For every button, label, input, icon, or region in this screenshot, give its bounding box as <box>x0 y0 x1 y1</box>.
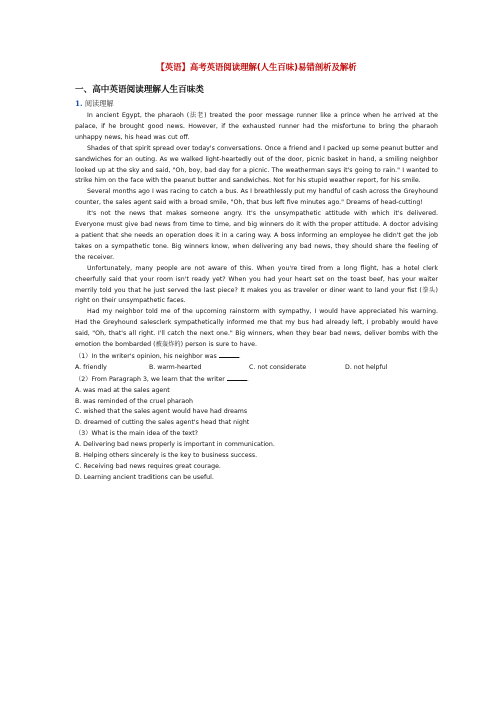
option-a: A. friendly <box>75 363 107 371</box>
option-a: A. was mad at the sales agent <box>75 386 170 394</box>
item-label: 阅读理解 <box>84 99 114 108</box>
item-heading <box>75 99 438 109</box>
answer-blank <box>227 374 247 381</box>
option-c: C. not considerate <box>249 363 307 371</box>
question-2 <box>75 374 438 386</box>
passage-paragraph: Several months ago I was racing to catch a bus. As I breathlessly put my handful of cash across the Greyhound counter, the sales agent said with a broad smile, "Oh, that bus left five minutes ago." Dreams of head-cutting! <box>75 188 438 207</box>
question-1-options <box>75 363 438 374</box>
section-heading: 一、高中英语阅读理解人生百味类 <box>75 85 204 95</box>
question-3: （3）What is the main idea of the text? <box>75 430 198 438</box>
option-a: A. Delivering bad news properly is important in communication. <box>75 441 275 449</box>
document-title: 【英语】高考英语阅读理解(人生百味)易错剖析及解析 <box>156 62 357 72</box>
option-b: B. warm-hearted <box>149 363 202 371</box>
question-1 <box>75 351 438 363</box>
passage-paragraph: Unfortunately, many people are not aware of this. When you're tired from a long flight, has a hotel clerk cheerfully said that your room isn't ready yet? When you had your heart set on the toast beef, has your waiter merrily told you that he just served the last piece? It makes you as traveler or diner want to land your fist (拳头) right on their unsympathetic faces. <box>75 264 438 305</box>
option-d: D. not helpful <box>345 363 388 371</box>
passage-paragraph: Had my neighbor told me of the upcoming rainstorm with sympathy, I would have appreciated his warning. Had the Greyhound salesclerk sympathetically informed me that my bus had already left, I probably would have said, "Oh, that's all right. I'll catch the next one." Big winners, when they bear bad news, deliver bombs with the emotion the bombarded (被轰炸的) person is sure to have. <box>75 308 438 349</box>
passage-paragraph: In ancient Egypt, the pharaoh (法老) treated the poor message runner like a prince when he arrived at the palace, if he brought good news. However, if the exhausted runner had the misfortune to bring the pharaoh unhappy news, his head was cut off. <box>75 112 438 141</box>
answer-blank <box>219 351 239 358</box>
item-number: 1. <box>75 99 83 108</box>
question-stem: （1）In the writer's opinion, his neighbor was <box>75 352 217 360</box>
question-stem-end: . <box>246 375 249 383</box>
option-b: B. was reminded of the cruel pharaoh <box>75 397 194 405</box>
option-d: D. dreamed of cutting the sales agent's head that night <box>75 419 250 427</box>
question-stem-end: . <box>238 352 241 360</box>
option-d: D. Learning ancient traditions can be useful. <box>75 473 214 481</box>
option-c: C. Receiving bad news requires great courage. <box>75 463 221 470</box>
option-b: B. Helping others sincerely is the key to business success. <box>75 452 258 460</box>
option-c: C. wished that the sales agent would have had dreams <box>75 408 248 416</box>
question-stem: （2）From Paragraph 3, we learn that the writer <box>75 375 225 383</box>
passage-paragraph: Shades of that spirit spread over today's conversations. Once a friend and I packed up some peanut butter and sandwiches for an outing. As we walked light-heartedly out of the door, picnic basket in hand, a smiling neighbor looked up at the sky and said, "Oh, boy, bad day for a picnic. The weatherman says it's going to rain." I wanted to strike him on the face with the peanut butter and sandwiches. Not for his stupid weather report, for his smile. <box>75 144 438 185</box>
passage-paragraph: It's not the news that makes someone angry. It's the unsympathetic attitude with which it's delivered. Everyone must give bad news from time to time, and big winners do it with the proper attitude. A doctor advising a patient that she needs an operation does it in a caring way. A boss informing an employee he didn't get the job takes on a sympathetic tone. Big winners know, when delivering any bad news, they should share the feeling of the receiver. <box>75 210 438 261</box>
